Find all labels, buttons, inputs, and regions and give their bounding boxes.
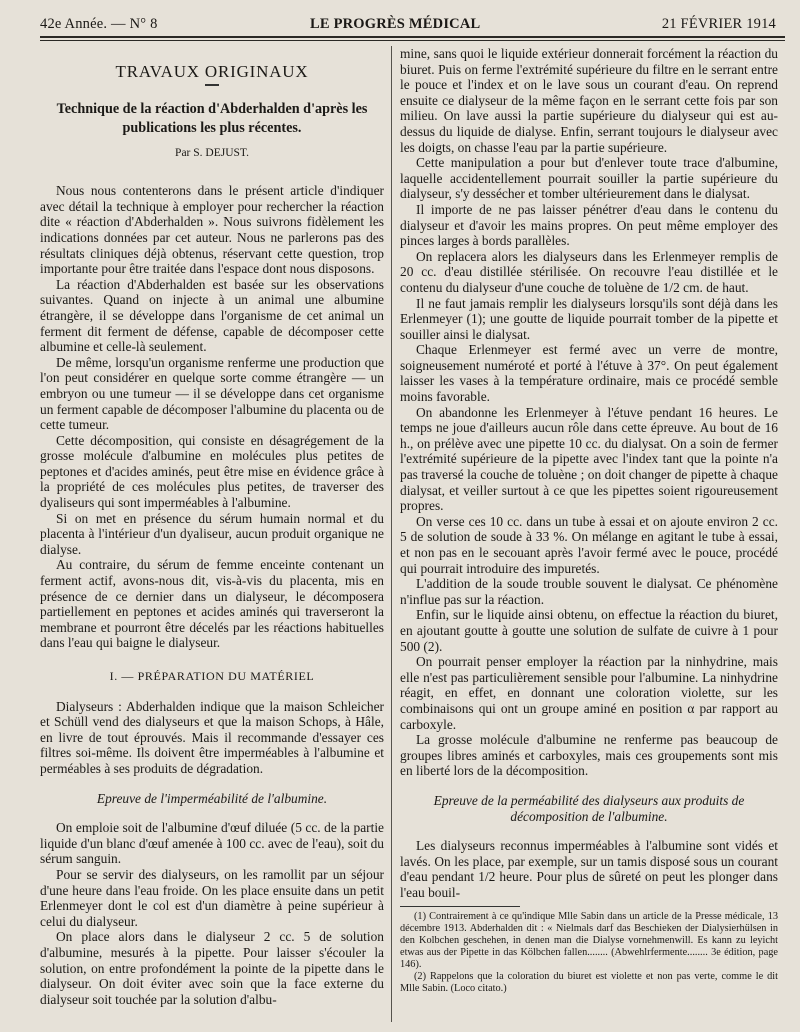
paragraph: Nous nous contenterons dans le présent article d'indiquer avec détail la technique à employer pour rechercher la réaction dite « réaction d'Abderhalden ». Nous suivrons fidèlement les indications données par cet auteur. Nous ne parlerons pas des résultats cliniques déjà obtenus, réservant cette question, trop importante pour être traitée dans l'espace dont nous disposons.	[40, 183, 384, 277]
issue-number: 42e Année. — N° 8	[40, 16, 158, 32]
paragraph: L'addition de la soude trouble souvent le dialysat. Ce phénomène n'influe pas sur la réaction.	[400, 576, 778, 607]
paragraph: Au contraire, du sérum de femme enceinte contenant un ferment actif, avons-nous dit, vis-à-vis du placenta, mis en présence de ce dernier dans un dialyseur, le décomposera partiellement en peptones et acides aminés qui traverseront la membrane et pourront être décelés par les réactions habituelles dans l'eau qui baigne le dialyseur.	[40, 557, 384, 651]
byline: Par S. DEJUST.	[175, 146, 249, 159]
paragraph: Les dialyseurs reconnus imperméables à l'albumine sont vidés et lavés. On les place, par exemple, sur un tamis disposé sous un courant d'eau pendant 1/2 heure. Pour plus de sûreté on peut les plonger dans l'eau bouil-	[400, 838, 778, 900]
test-heading: Epreuve de l'imperméabilité de l'albumine.	[96, 790, 328, 806]
paragraph: De même, lorsqu'un organisme renferme une production que l'on peut considérer en quelque sorte comme étrangère — un embryon ou une tumeur — il se développe dans cet organisme un ferment capable de décomposer l'albumine du placenta ou de cette tumeur.	[40, 354, 384, 433]
column-divider	[391, 46, 392, 1022]
paragraph: mine, sans quoi le liquide extérieur donnerait forcément la réaction du biuret. Puis on ferme l'extrémité supérieure du filtre en le serrant entre le pouce et l'index et on le lave sous un courant d'eau. On reprend ensuite ce dialyseur de la même façon en le serrant cette fois par son milieu. On lave aussi la partie supérieure du dialyseur qui est au-dessus du liquide de dialyse. Enfin, serrant toujours le dialyseur avec les doigts, on chasse l'eau par la partie supérieure.	[400, 46, 778, 155]
paragraph: Pour se servir des dialyseurs, on les ramollit par un séjour d'une heure dans l'eau froide. On les place ensuite dans un petit Erlenmeyer dont le col est d'un diamètre à peine supérieur à celui du dialyseur.	[40, 866, 384, 929]
running-header	[40, 8, 784, 38]
paragraph: La grosse molécule d'albumine ne renferme pas beaucoup de groupes libres aminés et carboxyles, mais ces groupements sont mis en liberté lors de la décomposition.	[400, 732, 778, 779]
paragraph: Il importe de ne pas laisser pénétrer d'eau dans le contenu du dialyseur et d'avoir les mains propres. On peut même employer des pinces larges à bords parallèles.	[400, 201, 778, 249]
paragraph: On replacera alors les dialyseurs dans les Erlenmeyer remplis de 20 cc. d'eau distillée stérilisée. On recouvre l'eau distillée et le contenu du dialyseur d'une couche de toluène de 1/2 cm. de haut.	[400, 248, 778, 295]
footnotes	[400, 911, 778, 995]
issue-date: 21 FÉVRIER 1914	[661, 16, 776, 32]
paragraph: On abandonne les Erlenmeyer à l'étuve pendant 16 heures. Le temps ne joue d'ailleurs aucun rôle dans cette épreuve. Au bout de 16 h., on prélève avec une pipette 10 cc. du dialysat. On a soin de fermer l'extrémité supérieure de la pipette avec l'index tant que la pointe n'a pas traversé la couche de toluène ; on doit changer de pipette à chaque dialysat, et veiller surtout à ce que les pipettes soient rigoureusement propres.	[400, 404, 778, 514]
left-column	[40, 46, 384, 1007]
section-title: TRAVAUX ORIGINAUX	[115, 62, 309, 81]
paragraph: Cette manipulation a pour but d'enlever toute trace d'albumine, laquelle accidentellement pourrait souiller la partie supérieure du dialyseur, s'y dessécher et tomber ultérieurement dans le dialysat.	[400, 155, 778, 202]
journal-title: LE PROGRÈS MÉDICAL	[310, 16, 481, 32]
paragraph: On verse ces 10 cc. dans un tube à essai et on ajoute environ 2 cc. 5 de solution de soude à 33 %. On mélange en agitant le tube à essai, et non pas en le secouant après l'avoir fermé avec le pouce, procédé qui pourrait introduire des impuretés.	[400, 513, 778, 576]
article-title: Technique de la réaction d'Abderhalden d'après les publications les plus récentes.	[56, 100, 368, 136]
paragraph: Chaque Erlenmeyer est fermé avec un verre de montre, soigneusement numéroté et porté à l'étuve à 37°. On peut également laisser les vases à la température ordinaire, mais ce procédé semble moins favorable.	[400, 342, 778, 405]
paragraph: Dialyseurs : Abderhalden indique que la maison Schleicher et Schüll vend des dialyseurs et que la maison Schops, à Hâle, en livre de tout éprouvés. Mais il recommande d'essayer ces filtres soi-même. Ils doivent être imperméables à l'albumine et perméables à ses produits de dégradation.	[40, 698, 384, 776]
paragraph: La réaction d'Abderhalden est basée sur les observations suivantes. Quand on injecte à un animal une albumine étrangère, il se développe dans l'organisme de cet animal un ferment dit ferment de défense, capable de décomposer cette albumine et celle-là seulement.	[40, 276, 384, 355]
footnote: (1) Contrairement à ce qu'indique Mlle Sabin dans un article de la Presse médicale, 13 décembre 1913. Abderhalden dit : « Nielmals darf das Beschieken der Dialysierhülsen in den Kolbchen geschehen, in denen man die Dialyse vornehmenwill. Es kann zu leyicht etwas aus der Pipette in das Kölbchen fallen........ (Abwehlrfermente........ 3e édition, page 146).	[400, 911, 778, 971]
paragraph: On place alors dans le dialyseur 2 cc. 5 de solution d'albumine, mesurés à la pipette. Pour laisser s'écouler la solution, on entre profondément la pointe de la pipette dans le dialyseur. On doit éviter avec soin que la face externe du dialyseur soit touchée par la solution d'albu-	[40, 929, 384, 1007]
footnote-rule	[400, 906, 520, 907]
paragraph: Si on met en présence du sérum humain normal et du placenta à l'intérieur d'un dyaliseur, aucun produit organique ne dialyse.	[40, 510, 384, 557]
header-rule	[40, 36, 785, 38]
paragraph: Enfin, sur le liquide ainsi obtenu, on effectue la réaction du biuret, en ajoutant goutte à goutte une solution de sulfate de cuivre à 1 pour 500 (2).	[400, 607, 778, 654]
footnote: (2) Rappelons que la coloration du biuret est violette et non pas verte, comme le dit Mlle Sabin. (Loco citato.)	[400, 971, 778, 995]
right-column	[400, 46, 778, 995]
paragraph: Cette décomposition, qui consiste en désagrégement de la grosse molécule d'albumine en molécules plus petites de peptones et d'acides aminés, peut être mise en évidence grâce à la propriété de ces molécules plus petites, de traverser des dyaliseurs qui sont imperméables à l'albumine.	[40, 432, 384, 511]
paragraph: On emploie soit de l'albumine d'œuf diluée (5 cc. de la partie liquide d'un blanc d'œuf amenée à 100 cc. avec de l'eau), soit du sérum sanguin.	[40, 820, 384, 867]
section-rule	[205, 84, 219, 86]
paragraph: On pourrait penser employer la réaction par la ninhydrine, mais elle n'est pas particulièrement sensible pour l'albumine. La ninhydrine réagit, en effet, en donnant une coloration violette, sur les combinaisons qui ont un groupe aminé en position α par rapport au carboxyle.	[400, 654, 778, 732]
test-heading: Epreuve de la perméabilité des dialyseurs aux produits de décomposition de l'albumine.	[433, 792, 745, 824]
paragraph: Il ne faut jamais remplir les dialyseurs lorsqu'ils sont déjà dans les Erlenmeyer (1); une goutte de liquide pourrait tomber de la pipette et souiller ainsi le dialysat.	[400, 295, 778, 342]
subsection-heading: I. — PRÉPARATION DU MATÉRIEL	[109, 669, 315, 683]
header-rule-thin	[40, 40, 785, 41]
